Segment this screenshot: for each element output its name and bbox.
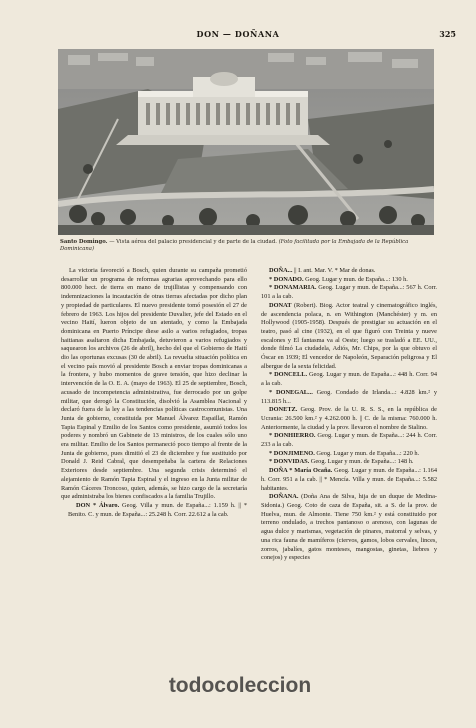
entry-don [61,502,247,519]
entry-head: DONAT [269,301,292,309]
entry-body: Geog. Prov. de la U. R. S. S., en la república de Ucrania: 26.500 km.² y 4.262.000 h. || C. de la misma: 760.000 h. Anteriormente, la ciudad y la prov. llevaron el nombre de Stalino. [261,406,437,431]
entry-donegal [254,389,437,406]
history-paragraph: La victoria favoreció a Bosch, quien durante su campaña prometió desarrollar un programa de reformas agrarias aprovechando para ello 800.000 hect. de tierra en mano de trujillistas y compensando con indemnizaciones la incautación de otras tierras afectadas por dicho plan y propiedad de particulares. El nuevo presidente tomó posesión el 27 de febrero de 1963. Los hijos del presidente Duvalier, jefe del Estado en el vecino Haití, lueron objeto de un atentado, y como la Embajada dominicana en Puerto Príncipe diese asilo a varios refugiados, tropas haitianas asaltaron dicha Embajada, detuvieron a varios refugiados y saquearon los archivos (26 de abril), hecho del que el Gobierno de Haití dio las oportunas excusas (30 de abril). La revuelta situación política en el vecino país movió al presidente Bosch a enviar tropas dominicanas a la frontera, y hubo momentos de grave tensión, que hizo declinar la intervención de la O. E. A. (mayo de 1963). El 25 de septiembre, Bosch, acusado de incompetencia administrativa, fue derrocado por un golpe militar, que derogó la Constitución, disolvió la Asamblea Nacional y declaró fuera de la ley a las tendencias políticas castrocomunistas. Una Junta de gobierno, constituida por Manuel Álvarez Espaillat, Ramón Tapia Espinal y Emilio de los Santos como presidente, asumió todos los poderes y nombró un Gabinete de 13 ministros, de los cuales sólo uno era militar. Emilio de los Santos permaneció poco tiempo al frente de la Junta de gobierno, pues dimitió el 23 de diciembre y fue sustituido por Donald J. Reid Cabral, que desempeñaba la cartera de Relaciones Exteriores desde septiembre. Una segunda crisis determinó el alejamiento de Ramón Tapia Espinal y el ingreso en la Junta militar de Ramón Cáceres Troncoso, quien, además, se hizo cargo de la secretaría que administraba los bienes confiscados a la familia Trujillo. [61,267,247,501]
entry-body: Geog. Lugar y mun. de España...: 448 h. Corr. 94 a la cab. [261,371,437,388]
entry-head: * DONCELL. [269,371,308,379]
entry-donetz [254,406,437,432]
entry-body: || I. ant. Mar. V. * Mar de donas. [292,267,376,274]
entry-donhierro [254,432,437,449]
entry-head: DOÑA * María Ocaña. [269,467,333,475]
entry-head: * DONAMARIA. [269,284,317,292]
entry-doncell [254,371,437,388]
entry-donamaria [254,284,437,301]
entry-donana [254,493,437,563]
running-head: DON — DOÑANA [196,29,280,39]
entry-body: (Robert). Biog. Actor teatral y cinematográfico inglés, de ascendencia polaca, n. en Withington (Manchéster) y m. en Hollywood (1905-1958). Después de prestigiar su actuación en el teatro, pasó al cine (1932), en el que figuró con Treinta y nueve escalones y El fantasma va al Oeste; luego se trasladó a EE. UU., donde filmó La ciudadela, Adiós, Mr. Chips, por la que obtuvo el Óscar en 1939; El vencedor de Napoleón, Separación peligrosa y El albergue de la sexta felicidad. [261,301,437,370]
entry-head: * DONHIERRO. [269,432,316,440]
entry-body: Geog. Lugar y mun. de España...: 130 h. [303,275,408,283]
entry-dona-maria-ocana [254,467,437,493]
entry-head: * DONEGAL... [269,388,313,396]
caption-credit: (Foto facilitada por la Embajada de la República Dominicana) [60,239,409,252]
entry-body: (Doña Ana de Silva, hija de un duque de Medina-Sidonia.) Geog. Coto de caza de España, sit. a S. de la prov. de Huelva, mun. de Almonte. Tiene 750 km.² y está constituido por terreno ondulado, a trechos pantanoso o arenoso, con lagunas de agua dulce y marismas, vegetación de pinares, matorral y selvas, y una rica fauna de mamíferos (ciervos, gamos, lobos cervales, linces, zorros, jabalíes, gatos monteses, mangostas, ginetas, liebres y conejos) y especies [261,493,437,562]
entry-body: Geog. Lugar y mun. de España...: 567 h. Corr. 101 a la cab. [261,284,437,301]
photo-caption [60,239,432,253]
entry-head: * DONJIMENO. [269,449,315,457]
entry-donjimeno [254,450,437,459]
right-column [254,267,437,563]
entry-body: Geog. Condado de Irlanda...: 4.828 km.² y 113.815 h... [261,388,437,405]
aerial-photo-presidential-palace [58,49,434,235]
left-column [61,267,247,519]
entry-dona [254,267,437,276]
entry-body: Geog. Lugar y mun. de España...: 1.164 h. Corr. 951 a la cab. || * Mencía. Villa y mun. de España...: 5.582 habitantes. [261,467,437,492]
entry-body: Geog. Villa y mun. de España...: 1.159 h. || * Benito. C. y mun. de España...: 25.248 h. Corr. 22.612 a la cab. [68,501,248,518]
entry-body: Geog. Lugar y mun. de España...: 148 h. [309,458,414,466]
entry-body: Geog. Lugar y mun. de España...: 220 h. [314,449,420,457]
entry-head: DOÑANA. [269,493,299,501]
entry-head: DONETZ. [269,406,298,414]
entry-head: * DONVIDAS. [269,458,310,466]
watermark-logo: todocoleccion [168,674,312,697]
entry-donado [254,276,437,285]
caption-text: — Vista aérea del palacio presidencial y de parte de la ciudad. [107,239,277,245]
caption-place: Santo Domingo. [60,239,108,245]
page-number: 325 [439,29,456,39]
entry-donvidas [254,458,437,467]
entry-body: Geog. Lugar y mun. de España...: 244 h. Corr. 233 a la cab. [261,432,438,449]
entry-donat [254,302,437,372]
entry-head: DON * Álvaro. [76,501,120,509]
entry-head: DOÑA... [269,267,293,274]
entry-head: * DONADO. [269,275,304,283]
